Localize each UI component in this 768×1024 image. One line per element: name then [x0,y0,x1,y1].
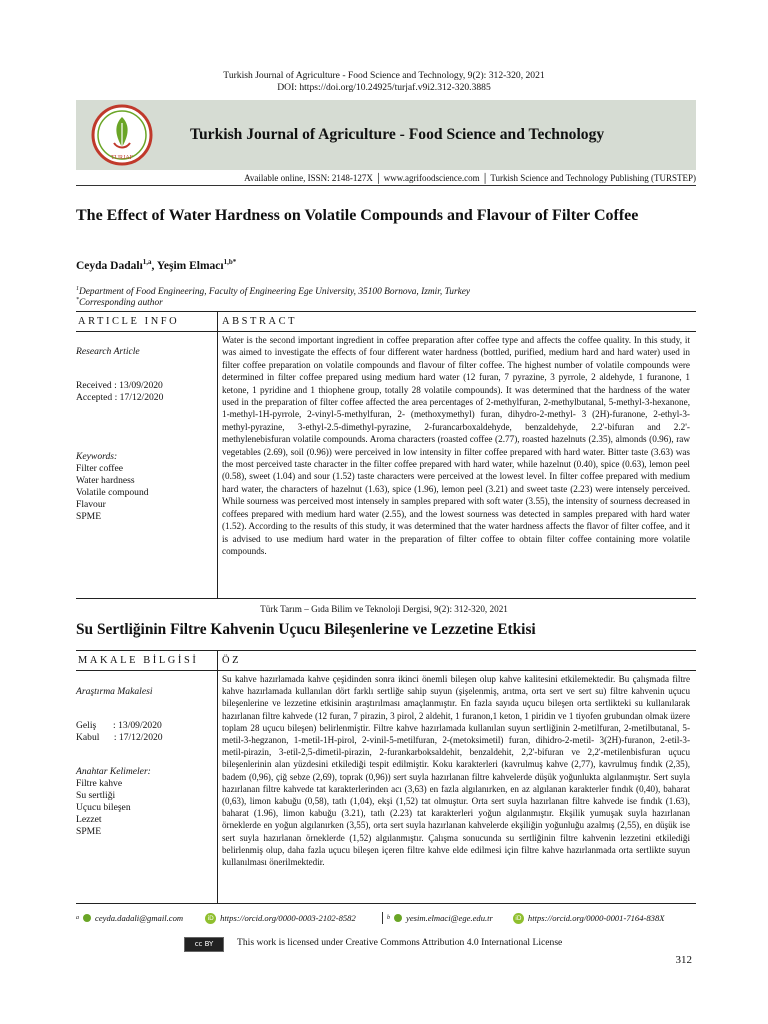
accepted-date: Kabul : 17/12/2020 [76,732,163,743]
oz-header: ÖZ [222,655,242,666]
author-b-marker: b [387,915,390,921]
journal-logo [84,103,160,167]
author-a-contact [76,910,356,926]
makale-bilgisi-header: MAKALE BİLGİSİ [78,655,199,666]
oz-text: Su kahve hazırlamada kahve çeşidinden sonra ikinci önemli bileşen olup kahve kalitesini etkilemektedir. Bu çalışmada filtre kahve hazırlamada kullanılan dört farklı sertliğe sahip suyun (şişelenmiş, arıtma, orta sert ve sert su) filtre kahvenin uçucu bileşenlerine ve lezzetine etkisinin araştırılması amaçlanmıştır. En fazla sayıda uçucu bileşen orta sertlikteki su kullanılarak hazırlanan filtre kahvede (12 furan, 7 pirazin, 3 pirol, 2 aldehit, 1 furanon,1 keton, 1 piridin ve 1 tiyofen grubundan olmak üzere toplam 28 uçucu bileşen) belirlenmiştir. Filtre kahve hazırlamada kullanılan suyun sertliğinin 2-metilfuran, 2-metilbutanal, 5-metil-3-hegzanon, 1-metil-1H-pirol, 2-vinil-5-metilfuran, 2-(metoksimetil) furan, dihidro-2-metil- 3(2H)-furanon, 2-etil-3-metil-pirazin, 3-etil-2,5-dimetil-pirazin, 2-furankarboksaldehit, benzaldehit, 2,2'-bifuran ve 2,2'-metilenbisfuran uçucu bileşenlerinin alan yüzdesini etkilediği tespit edilmiştir. Koku karakterleri (kavrulmuş kahve (2,77), kavrulmuş fındık (2,35), badem (0,96), çiğ sebze (2,69), toprak (0,96)) sert suyla hazırlanan filtre kahvelerde düşük yoğunlukta algılanmıştır. Sert suyla hazırlanan filtre kahvede tat karakterlerinden acı (3,63) en fazla algılanırken, en az algılanan karakterler fındık (0,40), baharat (0,63), limon kabuğu (0,58), tatlı (1,04), ekşi (1,52) tat olmuştur. Orta sert suyla hazırlanan filtre kahvede ise fındık (1.63), baharat (1.96), limon kabuğu (3.21), tatlı (2.23) tat karakterleri yoğun algılanmıştır. Ekşilik yumuşak suyla hazırlanan örneklerde en yoğun algılanırken (3,55), orta sert suyla hazırlanan kahvelerde ekşiliğin yoğunluğu azalmış (2,55), en düşük ise sert suyla hazırlanan örneklerde (1,52) algılanmıştır. Çalışma sonucunda su sertliğinin filtre kahvenin lezzetini etkilediği belirlenmiş olup, daha fazla uçucu bileşen içeren filtre kahve elde edilmesi için filtre kahve hazırlanmada orta sertlikte suyun kullanılması önerilmektedir. [222,674,690,868]
journal-availability: Available online, ISSN: 2148-127X │ www.agrifoodscience.com │ Turkish Science and Technology Publishing (TURSTEP) [76,171,696,186]
author-list: Ceyda Dadalı$^{1,a}$, Yeşim Elmacı$^{1,b*}$ [76,258,237,272]
column-divider [217,650,218,903]
column-divider [217,311,218,598]
keyword: Volatile compound [76,487,149,498]
email-icon [394,914,402,922]
turjaf-logo-icon [84,103,160,167]
author-b-orcid[interactable]: https://orcid.org/0000-0001-7164-838X [527,913,665,923]
orcid-icon: iD [513,913,524,924]
license-text: This work is licensed under Creative Commons Attribution 4.0 International License [237,937,563,948]
keyword: SPME [76,826,102,837]
author-a-email[interactable]: ceyda.dadali@gmail.com [95,913,184,923]
creative-commons-badge[interactable]: cc BY [184,937,224,952]
turkish-journal-reference: Türk Tarım – Gıda Bilim ve Teknoloji Dergisi, 9(2): 312-320, 2021 [260,604,508,614]
keyword: Flavour [76,499,106,510]
keyword: Filter coffee [76,463,123,474]
affiliation: $^1$Department of Food Engineering, Faculty of Engineering Ege University, 35100 Bornova, Izmir, Turkey [76,286,471,298]
orcid-icon: iD [205,913,216,924]
article-type: Araştırma Makalesi [76,686,153,697]
article-info-panel [76,346,212,523]
abstract-header: ABSTRACT [222,316,298,327]
keyword: Su sertliği [76,790,116,801]
author-b-email[interactable]: yesim.elmaci@ege.edu.tr [406,913,493,923]
article-title: The Effect of Water Hardness on Volatile Compounds and Flavour of Filter Coffee [76,207,639,224]
keyword: SPME [76,511,102,522]
received-date: Geliş : 13/09/2020 [76,720,162,731]
keyword: Filtre kahve [76,778,123,789]
accepted-date: Accepted : 17/12/2020 [76,392,164,403]
received-date: Received : 13/09/2020 [76,380,163,391]
keywords-label: Keywords: [76,451,118,462]
article-info-header: ARTICLE INFO [78,316,180,327]
keywords-label: Anahtar Kelimeler: [76,766,151,777]
email-icon [83,914,91,922]
keyword: Uçucu bileşen [76,802,131,813]
author-a-orcid[interactable]: https://orcid.org/0000-0003-2102-8582 [220,913,356,923]
article-type: Research Article [76,346,140,357]
keyword: Water hardness [76,475,135,486]
svg-text:TURJAF: TURJAF [110,155,134,161]
author-b-contact [382,910,665,926]
turkish-article-title: Su Sertliğinin Filtre Kahvenin Uçucu Bileşenlerine ve Lezzetine Etkisi [76,621,536,638]
author-a-marker: a [76,915,79,921]
corresponding-author-note: *Corresponding author [76,297,163,309]
doi-link[interactable]: DOI: https://doi.org/10.24925/turjaf.v9i2.312-320.3885 [277,82,491,93]
divider [76,331,696,332]
journal-reference: Turkish Journal of Agriculture - Food Science and Technology, 9(2): 312-320, 2021 [223,70,545,81]
divider [76,650,696,651]
page-number: 312 [675,954,692,966]
divider [76,598,696,599]
divider [76,670,696,671]
divider [76,903,696,904]
abstract-text: Water is the second important ingredient in coffee preparation after coffee type and affects the coffee quality. In this study, it was aimed to investigate the effects of four different water hardness (bottled, purified, medium hard and hard water) used in filter coffee preparation on volatile compounds and flavour of filter coffee. The highest number of volatile compounds were determined in filter coffee prepared using medium hard water (12 furan, 7 pyrazine, 3 pyrrole, 2 aldehyde, 1 furanone, 1 ketone, 1 pyridine and 1 thiophene group, totally 28 volatile compounds). It was determined that the hardness of the water used in the preparation of filter coffee affected the area percentages of 2-methylfuran, 2-methylbutanal, 5-methyl-3-hexanone, 1-methyl-1H-pyrrole, 2-vinyl-5-methylfuran, 2- (methoxymethyl) furan, dihydro-2-methyl- 3 (2H)-furanone, 2-ethyl-3-methyl-pyrazine, 3-ethyl-2.5-dimethyl-pyrazine, 2-furancarboxaldehyde, benzaldehyde, 2.2'-bifuran and 2.2'-methylenebisfuran volatile compounds. Aroma characters (roasted coffee (2.77), roasted hazelnuts (2.35), almonds (0.96), raw vegetables (2.69), soil (0.96)) were perceived in low intensity in filter coffee prepared with hard water. Bitter taste (3.63) was the most perceived taste character in the filter coffee prepared with hard water, while hazelnut (0.40), spice (0.63), lemon peel (0.58), sweet (1.04) and sour (1.52) taste characters were perceived at the lowest level. In filter coffee prepared with medium hard water, the characters of hazelnut (1.63), spice (1.96), lemon peel (3.21) and sweet taste (2.23) were intensely perceived. While sourness was perceived most intensely in samples prepared with soft water (3.55), the intensity of sourness decreased in coffees prepared with medium hard water (2.55), and the lowest sourness was detected in samples prepared with hard water (1.52). According to the results of this study, it was determined that the water hardness affects the flavor of filter coffee, and it is advised to use medium hard water in the preparation of filter coffee to obtain filter coffee containing more volatile compounds. [222,335,690,556]
divider [76,311,696,312]
makale-bilgisi-panel [76,686,212,838]
keyword: Lezzet [76,814,102,825]
banner-title: Turkish Journal of Agriculture - Food Science and Technology [190,126,605,143]
